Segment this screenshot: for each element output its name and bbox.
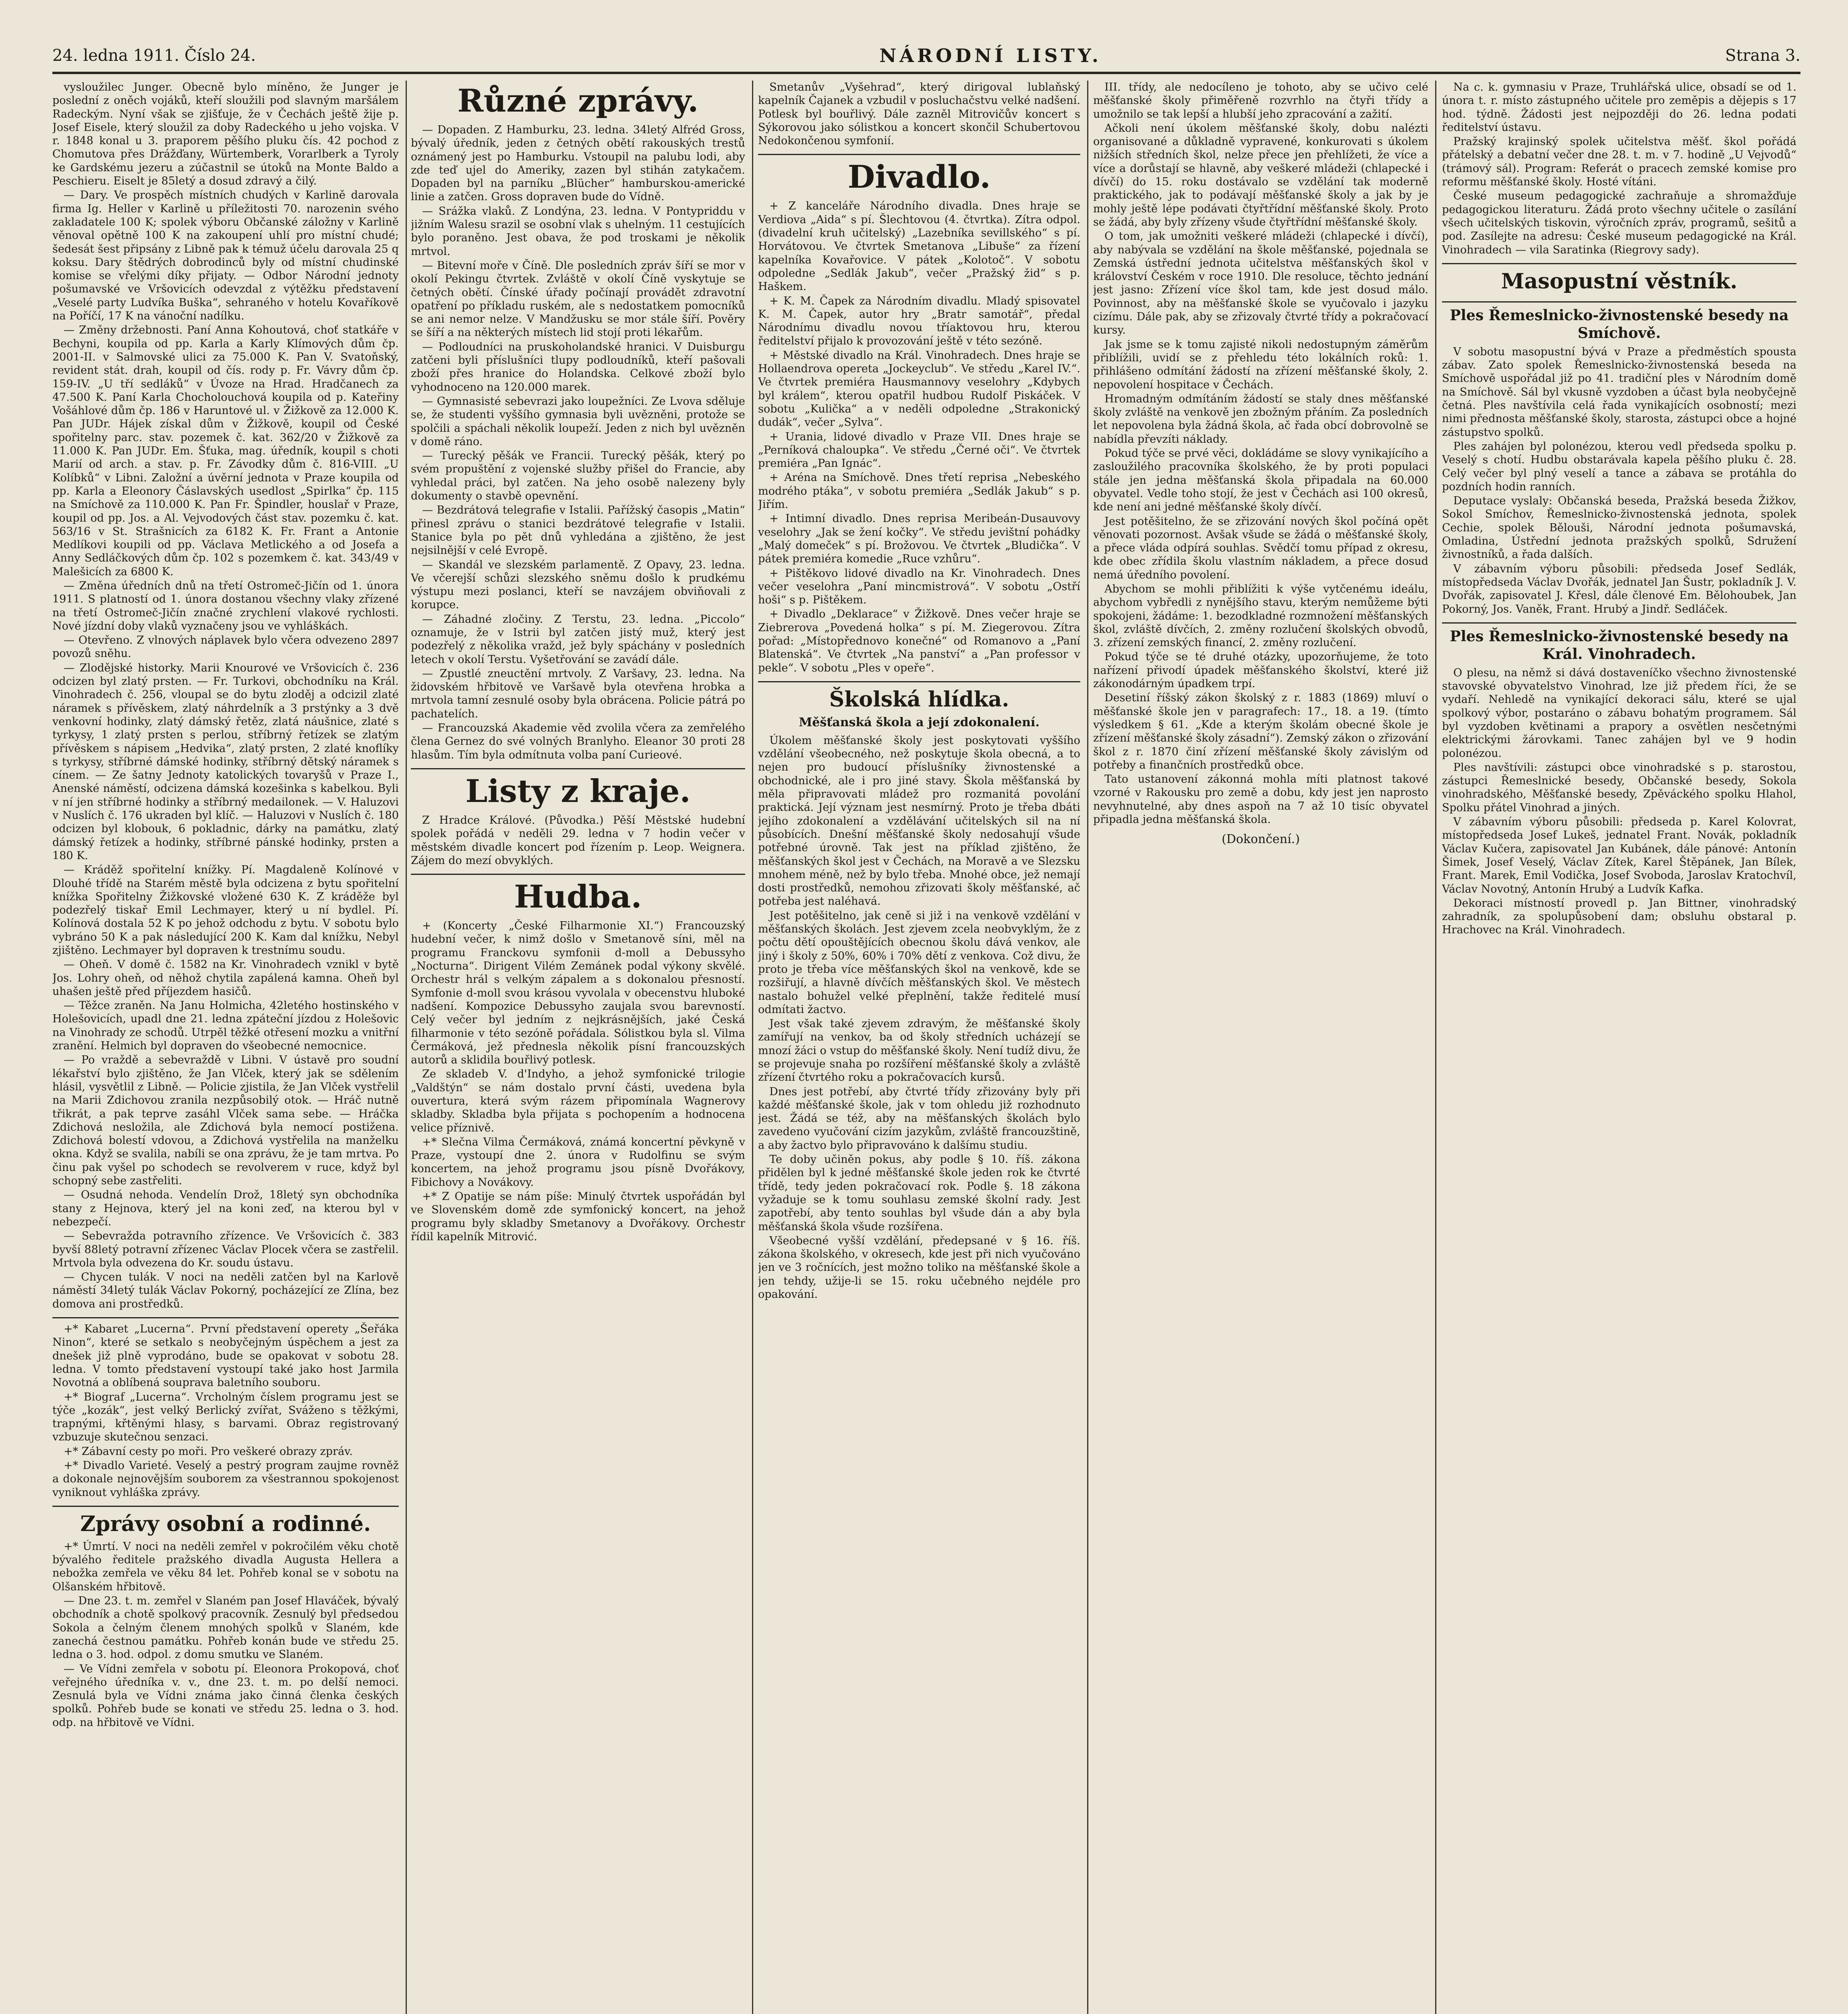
article-paragraph: + Urania, lidové divadlo v Praze VII. Dnes hraje se „Perníková chaloupka“. Ve středu „Černé oči“. Ve čtvrtek premiéra „Pan Ignác“. <box>758 430 1080 470</box>
article-paragraph: Deputace vyslaly: Občanská beseda, Pražská beseda Žižkov, Sokol Smíchov, Řemeslnicko-živnostenská jednota, spolek Cechie, spolek Bělouši, Národní jednota pošumavská, Omladina, Ústřední jednota pražských spolků, Sdružení živnostníků, a řada dalších. <box>1442 495 1796 561</box>
article-paragraph: Ze skladeb V. d'Indyho, a jehož symfonické trilogie „Valdštýn“ se nám dostalo první části, uvedena byla ouvertura, která svým rázem připomínala Wagnerovy skladby. Skladba byla přijata s pochopením a hodnocena velice příznivě. <box>411 1068 745 1134</box>
article-paragraph: Jak jsme se k tomu zajisté nikoli nedostupným záměrům přiblížili, uvidí se z přehledu této lokálních roků: 1. přihlášeno odmítání žádostí na zřízení měšťanské školy, 2. nepovolení hospitace v Čechách. <box>1093 338 1428 391</box>
article-paragraph: Te doby učiněn pokus, aby podle § 10. říš. zákona přidělen byl k jedné měšťanské škole jeden rok ke čtvrté třídě, tedy jeden pokračovací rok. Podle §. 18 zákona vyžaduje se k tomu souhlasu zemské školní rady. Jest zapotřebí, aby tento souhlas byl všude dán a aby byla měšťanská škola všude rozšířena. <box>758 1153 1080 1233</box>
article-paragraph: — Otevřeno. Z vlnových náplavek bylo včera odvezeno 2897 povozů sněhu. <box>52 634 399 660</box>
article-paragraph: Pražský krajinský spolek učitelstva měšť. škol pořádá přátelský a debatní večer dne 28. t. m. v 7. hodině „U Vejvodů“ (trámový sál). Program: Referát o pracech zemské komise pro reformu měšťanské školy. Hosté vítáni. <box>1442 135 1796 189</box>
article-paragraph: Smetanův „Vyšehrad“, který dirigoval lublaňský kapelník Čajanek a vzbudil v posluchačstvu velké nadšení. Potlesk byl bouřlivý. Dále zazněl Mitrovičův koncert s Sýkorovou jako sólistkou a koncert skončil Schubertovou Nedokončenou symfonií. <box>758 81 1080 147</box>
article-paragraph: — Sebevražda potravního zřízence. Ve Vršovicích č. 383 byvší 88letý potravní zřízenec Václav Plocek včera se zastřelil. Mrtvola byla odvezena do Kr. soudu ústavu. <box>52 1230 399 1269</box>
article-paragraph: Z Hradce Králové. (Původka.) Pěší Městské hudební spolek pořádá v neděli 29. ledna v 7 hodin večer v městském divadle koncert pod řízením p. Leop. Weignera. Zájem do mezí obvyklých. <box>411 814 745 867</box>
article-paragraph: +* Slečna Vilma Čermáková, známá koncertní pěvkyně v Praze, vystoupí dne 2. února v Rudolfinu se svým koncertem, na jehož programu jsou písně Dvořákovy, Fibichovy a Novákovy. <box>411 1135 745 1189</box>
article-paragraph: + Aréna na Smíchově. Dnes třetí reprisa „Nebeského modrého ptáka“, v sobotu premiéra „Sedlák Jakub“ s p. Jiřím. <box>758 471 1080 511</box>
article-paragraph: vysloužilec Junger. Obecně bylo míněno, že Junger je poslední z oněch vojáků, kteří sloužili pod slavným maršálem Radeckým. Nyní však se zjišťuje, že v Čechách ještě žije p. Josef Eisele, který sloužil za doby Radeckého u jeho vojska. V r. 1848 konal u 3. praporem pěšího pluku čís. 42 pochod z Chomutova přes Drážďany, Würtemberk, Vorarlberk a Tyroly ke Gardskému jezeru a zúčastnil se útoků na Monte Baldo a Peschieru. Eiselt je 85letý a dosud zdravý a čilý. <box>52 81 399 188</box>
article-title: Ples Řemeslnicko-živnostenské besedy na Král. Vinohradech. <box>1450 628 1789 663</box>
column-4 <box>1093 81 1428 2014</box>
article-paragraph: Jest potěšitelno, že se zřizování nových škol počíná opět věnovati pozornost. Avšak všude se žádá o měšťanské školy, a přece vláda odpírá souhlas. Svědčí tomu případ z okresu, kde obec zřídila školu vlastním nákladem, a přece dosud nemá úředního povolení. <box>1093 515 1428 581</box>
article-paragraph: +* Zábavní cesty po moři. Pro veškeré obrazy zpráv. <box>64 1445 353 1458</box>
article-paragraph: III. třídy, ale nedocíleno je tohoto, aby se učivo celé měšťanské školy přiměřeně rozvrhlo na čtyři třídy a umožnilo se tak lepší a hlubší jeho zpracování a zažití. <box>1093 81 1428 120</box>
article-paragraph: + Divadlo „Deklarace“ v Žižkově. Dnes večer hraje se Ziebrerova „Povedená holka“ s pí. M. Ziegerovou. Zítra pořad: „Místopřednovo konečné“ od Romanovo a „Paní Blatenská“. Ve čtvrtek „Na panství“ a „Pan professor v pekle“. V sobotu „Ples v opeře“. <box>758 608 1080 674</box>
section-heading-letters: Listy z kraje. <box>465 773 691 810</box>
article-paragraph: — Dne 23. t. m. zemřel v Slaném pan Josef Hlaváček, bývalý obchodník a chotě spolkový pracovník. Zesnulý byl předsedou Sokola a čelným členem mnohých spolků v Slaném, kde zanechá čestnou památku. Pohřeb konán bude ve středu 25. ledna o 3. hod. odpol. z domu smutku ve Slaném. <box>52 1595 399 1661</box>
section-heading-music: Hudba. <box>514 879 642 916</box>
section-heading-school: Školská hlídka. <box>829 687 1009 712</box>
divider <box>52 1506 399 1507</box>
article-paragraph: V sobotu masopustní bývá v Praze a předměstích spousta zábav. Zato spolek Řemeslnicko-živnostenská beseda na Smíchově uspořádal již po 41. tradiční ples v Národním domě na Smíchově. Sál byl vkusně vyzdoben a účast byla neobyčejně četná. Ples navštívila celá řada vynikajících osobností; mezi nimi přednosta měšťanské školy, starosta, zástupci obce a hojné zástupstvo spolků. <box>1442 345 1796 439</box>
article-paragraph: — Záhadné zločiny. Z Terstu, 23. ledna. „Piccolo“ oznamuje, že v Istrii byl zatčen jistý muž, který jest podezřelý z několika vražd, jež byly spáchány v posledních letech v okolí Terstu. Vyšetřování se zavádí dále. <box>411 613 745 666</box>
article-paragraph: O tom, jak umožniti veškeré mládeži (chlapecké i dívčí), aby nabývala se vzdělání na škole měšťanské, pojednala se Zemská ústřední jednota učitelstva měšťanských škol v království Českém v roce 1910. Dle resoluce, těchto jednání jest jasno: Zřízení více škol tam, kde jest dosud málo. Povinnost, aby na měšťanské škole se vyučovalo i jazyku cizímu. Dále pak, aby se zřizovaly čtvrté třídy a pokračovací kursy. <box>1093 230 1428 337</box>
column-rule <box>1435 81 1436 2014</box>
article-paragraph: Ples zahájen byl polonézou, kterou vedl předseda spolku p. Veselý s chotí. Hudbu obstarávala kapela pěšího pluku č. 28. Celý večer byl plný veselí a tance a zábava se protáhla do pozdních hodin ranních. <box>1442 440 1796 493</box>
column-5 <box>1442 81 1796 2014</box>
article-paragraph: + Pištěkovo lidové divadlo na Kr. Vinohradech. Dnes večer veselohra „Paní mincmistrová“. V sobotu „Ostří hoši“ s p. Pištěkem. <box>758 567 1080 607</box>
article-paragraph: Ples navštívili: zástupci obce vinohradské s p. starostou, zástupci Řemeslnické besedy, Občanské besedy, Sokola vinohradského, Měšťanské besedy, Zpěváckého spolku Hlahol, Spolku přátel Vinohrad a jiných. <box>1442 761 1796 814</box>
article-paragraph: — Zpustlé zneuctění mrtvoly. Z Varšavy, 23. ledna. Na židovském hřbitově ve Varšavě byla otevřena hrobka a mrtvola tamní zesnulé osoby byla obrácena. Policie pátrá po pachatelích. <box>411 667 745 720</box>
article-paragraph: Pokud týče se té druhé otázky, upozorňujeme, že toto nařízení přivodí úpadek měšťanského školství, které již zákonodárným úpadkem trpí. <box>1093 651 1428 690</box>
divider <box>758 154 1080 155</box>
article-paragraph: Abychom se mohli přiblížiti k výše vytčenému ideálu, abychom vybředli z nynějšího stavu, kterým nemůžeme býti spokojeni, žádáme: 1. bezodkladné rozmnožení měšťanských škol, zvláště dívčích, 2. změny rozlučení školských obvodů, 3. zřízení zemských financí, 2. změny rozlučení. <box>1093 582 1428 649</box>
article-paragraph: — Těžce zraněn. Na Janu Holmicha, 42letého hostinského v Holešovicích, upadl dne 21. ledna zpáteční jízdou z Holešovic na Vinohrady ze schodů. Utrpěl těžké otřesení mozku a vnitřní zranění. Helmich byl dopraven do všeobecné nemocnice. <box>52 999 399 1053</box>
article-paragraph: — Osudná nehoda. Vendelín Drož, 18letý syn obchodníka stany z Hejnova, který jel na koni zeď, na kterou byl v nebezpečí. <box>52 1189 399 1228</box>
article-paragraph: — Srážka vlaků. Z Londýna, 23. ledna. V Pontypriddu v jižním Walesu srazil se osobní vlak s uhelným. 11 cestujících bylo poraněno. Jest obava, že pod troskami je několik mrtvol. <box>411 205 745 258</box>
article-paragraph: České museum pedagogické zachraňuje a shromažďuje pedagogickou literaturu. Žádá proto všechny učitele o zasílání všech učitelských tiskovin, výročních zpráv, programů, sešitů a pod. Zasílejte na adresu: České museum pedagogické na Král. Vinohradech — vila Saratinka (Riegrovy sady). <box>1442 190 1796 256</box>
article-paragraph: — Po vraždě a sebevraždě v Libni. V ústavě pro soudní lékařství bylo zjištěno, že Jan Vlček, který jak se sdělením hlásil, vysvětlil z Libně. — Policie zjistila, že Jan Vlček vystřelil na Marii Zdichovou zranila nezpůsobilý otok. — Hráč nutně třikrát, a pak teprve zasáhl Vlček sama sebe. — Hráčka Zdichová nesložila, ale Zdichová byla nemocí postižena. Zdichová bolestí vdovou, a Zdichová vystřelila na manželku okna. Když se svalila, nabíli se ona zprávu, že je tam mrtva. Po činu pak vyšel po schodech se revolverem v ruce, když byl schopný sebe zastřeliti. <box>52 1054 399 1187</box>
article-title: Ples Řemeslnicko-živnostenské besedy na Smíchově. <box>1450 307 1789 342</box>
article-paragraph: Dnes jest potřebí, aby čtvrté třídy zřizovány byly při každé měšťanské škole, jak v tom ohledu již rozhodnuto jest. Žádá se též, aby na měšťanských školách bylo zavedeno vyučování cizím jazykům, zvláště francouzštině, a aby žactvo bylo připravováno k dalšímu studiu. <box>758 1085 1080 1152</box>
divider <box>758 681 1080 682</box>
article-paragraph: V zábavním výboru působili: předseda p. Karel Kolovrat, místopředseda Josef Lukeš, jednatel Frant. Novák, pokladník Václav Kučera, zapisovatel Jan Kubánek, dále pánové: Antonín Šimek, Josef Veselý, Václav Zítek, Karel Štěpánek, Jan Bílek, Frant. Marek, Emil Vodička, Josef Svoboda, Jaroslav Kratochvíl, Václav Novotný, Antonín Hrubý a Ludvík Kafka. <box>1442 816 1796 895</box>
article-paragraph: — Zlodějské historky. Marii Knourové ve Vršovicích č. 236 odcizen byl zlatý prsten. — Fr. Turkovi, obchodníku na Král. Vinohradech č. 256, vloupal se do bytu zloděj a odcizil zlaté náramek s přívěskem, zlatý náhrdelník a 3 prstýnky a 3 dvě venkovní hodinky, zlatý dámský řetěz, zlatá náušnice, zlaté s tyrkysy, 1 zlatý prsten s perlou, stříbrný řetízek se zlatým přívěskem s nápisem „Hedvika“, zlatý prsten, 2 zlaté knoflíky s tyrkysy, stříbrné dámské hodinky, stříbrný dětský náramek s cínem. — Ze šatny Jednoty katolických tovaryšů v Praze I., Anenské náměstí, odcizena dámská kozešinka s kabelkou. Byli v ní jen stříbrné hodinky a stříbrný medailonek. — V. Haluzovi v Nuslích č. 176 ukraden byl klíč. — Haluzovi v Nuslích č. 180 odcizen byl klobouk, 6 pokladnic, dárky na památku, zlatý dámský řetízek a hodinky, stříbrné pánské hodinky, prsten a 180 K. <box>52 661 399 862</box>
article-paragraph: V zábavním výboru působili: předseda Josef Sedlák, místopředseda Václav Dvořák, jednatel Jan Šustr, pokladník J. V. Dvořák, zapisovatel J. Křesl, dále členové Em. Bělohoubek, Jan Pokorný, Jos. Vaněk, Frant. Hrubý a Jindř. Sedláček. <box>1442 562 1796 615</box>
page-header <box>52 39 1800 74</box>
article-paragraph: +* Úmrtí. V noci na neděli zemřel v pokročilém věku chotě bývalého ředitele pražského divadla Augusta Hellera a nebožka zemřela ve věku 84 let. Pohřeb konal se v sobotu na Olšanském hřbitově. <box>52 1540 399 1593</box>
article-paragraph: + (Koncerty „České Filharmonie XI.“) Francouzský hudební večer, k nimž došlo v Smetanově síni, měl na programu Franckovu symfonii d-moll a Debussyho „Nocturna“. Dirigent Vilém Zemánek podal výkony skvělé. Orchestr hrál s velkým zápalem a s dokonalou přesností. Symfonie d-moll svou krásou vyvolala v obecenstvu hluboké nadšení. Kompozice Debussyho zaujala svou barevností. Celý večer byl jedním z nejkrásnějších, jaké Česká filharmonie v této sezóně pořádala. Sólistkou byla sl. Vilma Čermáková, jež přednesla několik písní francouzských autorů a sklidila bouřlivý potlesk. <box>411 920 745 1067</box>
article-paragraph: Na c. k. gymnasiu v Praze, Truhlářská ulice, obsadí se od 1. února t. r. místo zástupného učitele pro zeměpis a dějepis s 17 hod. týdně. Žádosti jest nejpozději do 26. ledna podati ředitelství ústavu. <box>1442 81 1796 134</box>
article-paragraph: — Gymnasisté sebevrazi jako loupežníci. Ze Lvova sděluje se, že studenti vyššího gymnasia byli uvězněni, protože se spolčili a spáchali několik loupeží. Jeden z nich byl uvězněn v domě ráno. <box>411 395 745 448</box>
article-paragraph: — Dopaden. Z Hamburku, 23. ledna. 34letý Alfréd Gross, bývalý úředník, jeden z četných obětí rakouských trestů oznámený jest po Hamburku. Vstoupil na palubu lodi, aby zde teď ujel do Ameriky, zazen byl stihán zatykačem. Dopaden byl na parníku „Blücher“ hamburskou-americké linie a zatčen. Gross dopraven bude do Vídně. <box>411 124 745 203</box>
article-paragraph: Dekoraci místností provedl p. Jan Bittner, vinohradský zahradník, za spolupůsobení dam; obsluhu obstaral p. Hrachovec na Král. Vinohradech. <box>1442 897 1796 937</box>
article-paragraph: Jest potěšitelno, jak ceně si již i na venkově vzdělání v měšťanských školách. Jest zjevem zcela neobvyklým, že z počtu dětí opouštějících obecnou školu dává venkov, ale jiný i školy z 50%, 60% i 70% dětí z venkova. Což divu, že proto je třeba více měšťanských škol na venkově, kde se rozšiřují, a hlavně dívčích měšťanských škol. Ve městech nastalo bohužel velké přeplnění, takže ředitelé musí odmítati žactvo. <box>758 909 1080 1016</box>
article-paragraph: — Bezdrátová telegrafie v Istalii. Pařížský časopis „Matin“ přinesl zprávu o stanici bezdrátové telegrafie v Istalii. Stanice byla po pět dnů vyhledána a zjištěno, že jest nejsilnější v celé Evropě. <box>411 504 745 557</box>
article-paragraph: + Městské divadlo na Král. Vinohradech. Dnes hraje se Hollaendrova opereta „Jockeyclub“. Ve středu „Karel IV.“. Ve čtvrtek premiéra Hausmannovy veselohry „Kdybych byl králem“, kterou opatřil hudbou Rudolf Piskáček. V sobotu „Kulička“ a v neděli odpoledne „Strakonický dudák“, večer „Sylva“. <box>758 349 1080 429</box>
article-paragraph: — Turecký pěšák ve Francii. Turecký pěšák, který po svém propuštění z vojenské služby přišel do Francie, aby vyhledal práci, byl zatčen. Na jeho osobě nalezeny byly dokumenty o stavbě opevnění. <box>411 450 745 503</box>
divider <box>411 874 745 875</box>
divider <box>1442 622 1796 624</box>
article-paragraph: + Intimní divadlo. Dnes reprisa Meribeán-Dusauvovy veselohry „Jak se žení kočky“. Ve středu jevištní pohádky „Malý domeček“ s pí. Brožovou. Ve čtvrtek „Bludička“. V pátek premiéra komedie „Ruce vzhůru“. <box>758 512 1080 566</box>
column-rule <box>752 81 753 2014</box>
divider <box>411 768 745 769</box>
article-paragraph: — Ve Vídni zemřela v sobotu pí. Eleonora Prokopová, choť veřejného úředníka v. v., dne 23. t. m. po delší nemoci. Zesnulá byla ve Vídni známa jako činná členka českých spolků. Pohřeb bude se konati ve středu 25. ledna o 3. hod. odp. na hřbitově ve Vídni. <box>52 1662 399 1729</box>
article-paragraph: Všeobecné vyšší vzdělání, předepsané v § 16. říš. zákona školského, v okresech, kde jest při nich vyučováno jen ve 3 ročnících, jest možno toliko na měšťanské škole a jen tehdy, užije-li se 15. roku učebného nejdéle pro opakování. <box>758 1234 1080 1301</box>
article-paragraph: + Z kanceláře Národního divadla. Dnes hraje se Verdiova „Aida“ s pí. Šlechtovou (4. čtvrtka). Zítra odpol. (divadelní kruh učitelský) „Lazebníka sevillského“ s pí. Horvátovou. Ve čtvrtek Smetanova „Libuše“ za řízení kapelníka Kovařovice. V pátek „Kolotoč“. V sobotu odpoledne „Sedlák Jakub“, večer „Pražský žid“ s p. Haškem. <box>758 200 1080 293</box>
page-number: Strana 3. <box>1725 46 1800 65</box>
article-paragraph: — Změna úředních dnů na třetí Ostromeč-Jičín od 1. února 1911. S platností od 1. února dostanou všechny vlaky zřízené na třetí Ostromeč-Jičín značné zrychlení vlakové rychlosti. Nové jízdní doby vlaků vyznačeny jsou ve vyhláškách. <box>52 579 399 632</box>
continued-note: (Dokončení.) <box>1221 832 1300 847</box>
article-paragraph: Hromadným odmítáním žádostí se staly dnes měšťanské školy zvláště na venkově jen zbožným přáním. Za posledních let nepovolena byla žádná škola, ač řada obcí dobrovolně se nabídla převzíti náklady. <box>1093 392 1428 445</box>
divider <box>52 1317 399 1318</box>
article-paragraph: Desetiní říšský zákon školský z r. 1883 (1869) mluví o měšťanské škole jen v paragrafech: 17., 18. a 19. (tímto výsledkem § 61. „Kde a kterým školám obecné škole je zřízení měšťanské školy zásadní“). Zemský zákon o zřizování škol z r. 1870 činí zřízení měšťanské školy závislým od potřeby a finančních prostředků obce. <box>1093 692 1428 771</box>
article-paragraph: +* Divadlo Varieté. Veselý a pestrý program zaujme rovněž a dokonale nejnovějším souborem za všestrannou spokojenost vyniknout vyhláška zprávy. <box>52 1459 399 1499</box>
section-heading-news: Různé zprávy. <box>457 83 699 119</box>
article-paragraph: — Změny držebnosti. Paní Anna Kohoutová, choť statkáře v Bechyni, koupila od pp. Karla a Karly Klímových dům čp. 2001-II. v Salmovské ulici za 75.000 K. Pan V. Svatoňský, revident stát. drah, koupil od čís. rody p. Fr. Vávry dům čp. 159-IV. „U tří sedláků“ v Úvoze na Hrad. Hradčanech za 47.500 K. Paní Karla Chocholouchová koupila od p. Kateřiny Vošáhlové dům čp. 186 v Haruntové ul. v Žižkově za 12.000 K. Pan JUDr. Hájek získal dům v Žižkově, koupil od České spořitelny parc. stav. pozemek č. kat. 362/20 v Žižkově za 11.000 K. Pan JUDr. Em. Šťuka, mag. úředník, koupil s choti Marií od arch. a stav. p. Fr. Závodky dům č. 816-VIII. „U Kolíbků“ v Libni. Založní a úvěrní jednota v Praze koupila od pp. Karla a Eleonory Čáslavských usedlost „Spirlka“ čp. 115 na Smíchově za 110.000 K. Pan Fr. Špindler, houslař v Praze, koupil od pp. Jos. a Al. Vejvodových část stav. pozemku č. kat. 563/16 v St. Strašnicích za 6182 K. Fr. Frant a Antonie Medlíkovi koupili od pp. Václava Metlického a od Josefa a Anny Sedláčkových dům čp. 102 s pozemkem č. kat. 343/49 v Malešicích za 6800 K. <box>52 324 399 578</box>
article-paragraph: — Podloudníci na pruskoholandské hranici. V Duisburgu zatčeni byli příslušníci tlupy podloudníků, kteří pašovali zboží přes hranice do Holandska. Celkové zboží bylo vyhodnoceno na 120.000 marek. <box>411 340 745 394</box>
column-1 <box>52 81 399 2014</box>
section-heading-carnival: Masopustní věstník. <box>1501 269 1738 294</box>
masthead: NÁRODNÍ LISTY. <box>879 45 1102 66</box>
article-paragraph: — Oheň. V domě č. 1582 na Kr. Vinohradech vznikl v bytě Jos. Lohry oheň, od něhož chytila zapálená kamna. Oheň byl uhašen ještě před příjezdem hasičů. <box>52 958 399 998</box>
section-heading-personal: Zprávy osobní a rodinné. <box>80 1511 371 1536</box>
article-paragraph: +* Z Opatije se nám píše: Minulý čtvrtek uspořádán byl ve Slovenském domě zde symfonický koncert, na jehož programu byly skladby Smetanovy a Dvořákovy. Orchestr řídil kapelník Mitrović. <box>411 1190 745 1243</box>
issue-date: 24. ledna 1911. Číslo 24. <box>52 46 256 65</box>
divider <box>1442 301 1796 303</box>
divider <box>1442 263 1796 264</box>
article-paragraph: — Chycen tulák. V noci na neděli zatčen byl na Karlově náměstí 34letý tulák Václav Pokorný, pocházející ze Zlína, bez domova ani prostředků. <box>52 1271 399 1310</box>
section-heading-theatre: Divadlo. <box>847 159 991 196</box>
article-paragraph: Jest však také zjevem zdravým, že měšťanské školy zamířují na venkov, ba od školy středních ucházejí se mnozí žáci o vstup do měšťanské školy. Není tudíž divu, že se projevuje snaha po rozšíření měšťanské školy a zvláště zřízení čtvrtého roku a pokračovacích kursů. <box>758 1017 1080 1084</box>
column-2 <box>411 81 745 2014</box>
article-paragraph: + K. M. Čapek za Národním divadlu. Mladý spisovatel K. M. Čapek, autor hry „Bratr samotář“, předal Národnímu divadlu novou tříaktovou hru, kterou ředitelství přijalo k provozování ještě v této sezóně. <box>758 294 1080 348</box>
article-paragraph: O plesu, na němž si dává dostaveníčko všechno živnostenské stavovské obyvatelstvo Vinohrad, lze již předem říci, že se vydaří. Nehledě na vynikající dekoraci sálu, které se ujal spolkový výbor, postaráno o zábavu bohatým programem. Sál byl vyzdoben květinami a prapory a osvětlen nesčetnými elektrickými žárovkami. Tanec zahájen byl ve 9 hodin polonézou. <box>1442 666 1796 760</box>
article-paragraph: — Francouzská Akademie věd zvolila včera za zemřelého člena Gernez do své volných Branlyho. Eleanor 30 proti 28 hlasům. Tím byla odmítnuta volba paní Curieové. <box>411 722 745 761</box>
article-paragraph: — Skandál ve slezském parlamentě. Z Opavy, 23. ledna. Ve včerejší schůzi slezského sněmu došlo k prudkému výstupu mezi poslanci, kteří se navzájem obviňovali z korupce. <box>411 558 745 611</box>
article-paragraph: Ačkoli není úkolem měšťanské školy, dobu nalézti organisované a důkladně vypravené, konkurovati s úkolem nižších středních škol, nelze přece jen přehlížeti, že více a více a dorůstají se hlavně, aby veškeré mládeži (chlapecké i dívčí) do 15. roku dostávalo se vzdělání tak moderně praktického, jak to podávají měšťanské školy a jak by je mohly ještě lépe podávati čtyřtřídní měšťanské školy. Proto se žádá, aby byly zřízeny všude čtyřtřídní měšťanské školy. <box>1093 122 1428 228</box>
article-paragraph: Pokud týče se prvé věci, dokládáme se slovy vynikajícího a zasloužilého pracovníka školského, že by proti populaci stále jen jedna měšťanská škola připadala na 60.000 obyvatel. Vedle toho stojí, že jest v Čechách asi 100 okresů, kde není ani jedné měšťanské školy dívčí. <box>1093 447 1428 514</box>
column-3 <box>758 81 1080 2014</box>
article-paragraph: — Dary. Ve prospěch místních chudých v Karlině darovala firma Ig. Heller v Karlině u příležitosti 70. narozenin svého zakladatele 100 K; spolek výboru Občanské záložny v Karlině věnoval opětně 100 K na zakoupení uhlí pro místní chudé; šedesát šest připsány z Libně pak k témuž účelu darovala 25 q koksu. Dary štědrých dobrodinců byly od místní chudinské komise se vřelými díky přijaty. — Odbor Národní jednoty pošumavské ve Vršovicích odevzdal z výtěžku představení „Veselé party Ludvíka Buška“, sehraného v hotelu Kovaříkově na Poříčí, 17 K na vánoční nadílku. <box>52 189 399 323</box>
article-paragraph: Úkolem měšťanské školy jest poskytovati vyššího vzdělání všeobecného, než poskytuje škola obecná, a to nejen pro budoucí příslušníky živnostenské a obchodnické, ale i pro jiné stavy. Škola měšťanská by měla připravovati mládež pro rozmanitá povolání praktická. Její význam jest nesmírný. Proto je třeba dbáti jejího zdokonalení a vzdělávání učitelských sil na ní působících. Dnešní měšťanské školy nedosahují všude potřebné úrovně. Tak jest na příklad zjištěno, že měšťanských škol jest v Čechách, na Moravě a ve Slezsku mnohem méně, než by bylo třeba. Mnohé obce, jež nemají dosti prostředků, nemohou zřizovati školy měšťanské, ač potřeba jest naléhavá. <box>758 734 1080 908</box>
article-title: Měšťanská škola a její zdokonalení. <box>799 715 1040 729</box>
article-paragraph: Tato ustanovení zákonná mohla míti platnost takové vzorné v Rakousku pro země a dobu, kdy jest jen naprosto nevyhnutelné, aby dnes aspoň na 7 až 10 tisíc obyvatel připadla jedna měšťanská škola. <box>1093 773 1428 826</box>
article-paragraph: — Kráděž spořitelní knížky. Pí. Magdaleně Kolínové v Dlouhé třídě na Starém městě byla odcizena z bytu spořitelní knížka Spořitelny Žižkovské vložené 630 K. Z kráděže byl podezřelý tiskař Emil Lechmayer, který u ní bydlel. Pí. Kolínová dostala 52 K po jehož odchodu z bytu. V sobotu bylo vybráno 50 K a pak následující 200 K. Kam dal knížku, Nebyl zjištěno. Lechmayer byl dopraven k trestnímu soudu. <box>52 864 399 957</box>
article-paragraph: — Bitevní moře v Číně. Dle posledních zpráv šíří se mor v okolí Pekingu čtvrtek. Zvláště v okolí Číně vyskytuje se četných obětí. Čínské úřady počínají provádět zdravotní opatření po příkladu ruském, ale s nedostatkem pomocníků se ani nemor nelze. V Mandžusku se mor stále šíří. Pověry se šíří a na některých místech lid stojí proti lékařům. <box>411 259 745 339</box>
column-rule <box>1087 81 1088 2014</box>
article-paragraph: +* Biograf „Lucerna“. Vrcholným číslem programu jest se týče „kozák“, jest velký Berlický zvířat, Sváženo s těžkými, trapnými, křtěnými hlasy, s barvami. Obraz registrovaný vzbuzuje skutečnou senzaci. <box>52 1390 399 1444</box>
column-rule <box>406 81 407 2014</box>
article-paragraph: +* Kabaret „Lucerna“. První představení operety „Šeřáka Ninon“, které se setkalo s neobyčejným úspěchem a jest za dnešek již plně vyprodáno, bude se opakovat v sobotu 28. ledna. V tomto představení vystoupí také jako host Jarmila Novotná a oblíbená souprava baletního souboru. <box>52 1323 399 1389</box>
